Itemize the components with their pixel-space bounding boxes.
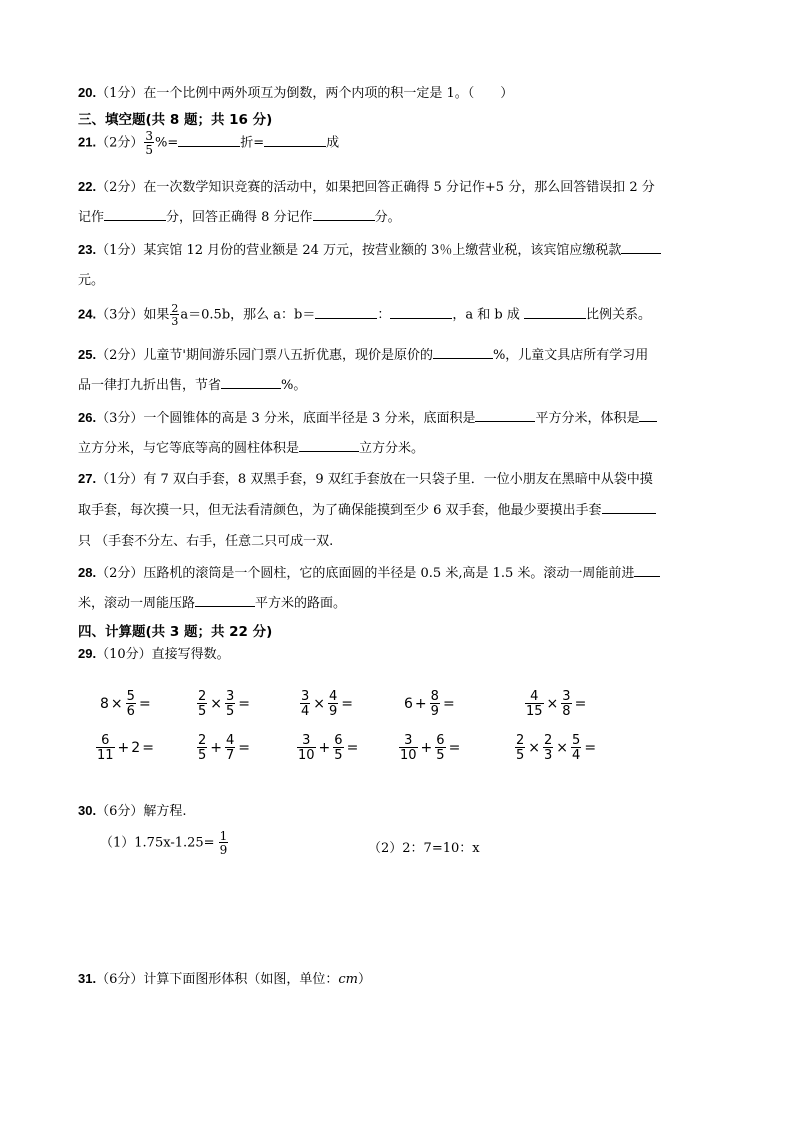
score: （1分） xyxy=(96,86,144,101)
calc-item-4: 6 + $\frac{8}{9}$ = xyxy=(404,689,455,719)
fraction: $\frac{2}{3}$ xyxy=(171,302,179,328)
calc-item-6: $\frac{6}{11}$ + 2 = xyxy=(97,733,154,763)
calc-item-8: $\frac{3}{10}$ + $\frac{6}{5}$ = xyxy=(298,733,359,763)
question-26: 26.（3分）一个圆锥体的高是 3 分米，底面半径是 3 分米，底面积是 平方分米，体积是 xyxy=(78,407,657,426)
answer-blank[interactable] xyxy=(433,346,493,359)
answer-blank[interactable] xyxy=(104,208,166,221)
calc-item-10: $\frac{2}{5}$ × $\frac{2}{3}$ × $\frac{5}{4}$ = xyxy=(516,733,597,763)
question-24: 24.（3分）如果 $\frac{2}{3}$ a＝0.5b，那么 a：b＝ ： ，a 和 b 成 比例关系。 xyxy=(78,302,651,328)
fraction: $\frac{3}{5}$ xyxy=(145,129,154,157)
answer-blank[interactable] xyxy=(639,409,657,422)
score: （2分） xyxy=(96,135,144,151)
answer-blank[interactable] xyxy=(313,208,375,221)
question-28-line-2: 米，滚动一周能压路 平方米的路面。 xyxy=(78,596,347,611)
answer-blank[interactable] xyxy=(299,439,359,452)
question-23-line-2: 元。 xyxy=(78,273,105,288)
score: （10分） xyxy=(96,647,152,662)
calc-item-2: $\frac{2}{5}$ × $\frac{3}{5}$ = xyxy=(198,689,251,719)
question-27-line-2: 取手套，每次摸一只，但无法看清颜色，为了确保能摸到至少 6 双手套，他最少要摸出手套 xyxy=(78,499,656,518)
answer-blank[interactable] xyxy=(475,409,535,422)
answer-blank[interactable] xyxy=(602,501,656,514)
score: （1分） xyxy=(96,472,144,487)
calc-item-3: $\frac{3}{4}$ × $\frac{4}{9}$ = xyxy=(301,689,354,719)
answer-blank[interactable] xyxy=(634,564,660,577)
score: （3分） xyxy=(96,307,144,323)
question-text: 在一个比例中两外项互为倒数，两个内项的积一定是 1。（ ） xyxy=(143,86,514,101)
calc-item-9: $\frac{3}{10}$ + $\frac{6}{5}$ = xyxy=(400,733,461,763)
score: （2分） xyxy=(96,566,144,581)
question-26-line-2: 立方分米，与它等底等高的圆柱体积是 立方分米。 xyxy=(78,441,425,456)
equation-1: （1）1.75x-1.25= $\frac{1}{9}$ xyxy=(100,829,228,857)
answer-blank[interactable] xyxy=(195,594,255,607)
question-number: 20 xyxy=(78,85,93,100)
score: （3分） xyxy=(96,411,144,426)
answer-blank[interactable] xyxy=(315,306,377,319)
question-28: 28.（2分）压路机的滚筒是一个圆柱，它的底面圆的半径是 0.5 米,高是 1.5 米。滚动一周能前进 xyxy=(78,562,660,581)
question-21: 21.（2分） $\frac{3}{5}$ %= 折= 成 xyxy=(78,129,340,157)
question-23: 23.（1分）某宾馆 12 月份的营业额是 24 万元，按营业额的 3％上缴营业税，该宾馆应缴税款 xyxy=(78,239,661,258)
question-27: 27.（1分）有 7 双白手套，8 双黑手套，9 双红手套放在一只袋子里．一位小朋友在黑暗中从袋中摸 xyxy=(78,471,653,487)
score: （1分） xyxy=(96,243,144,258)
score: （6分） xyxy=(96,972,144,987)
question-20: 20.（1分）在一个比例中两外项互为倒数，两个内项的积一定是 1。（ ） xyxy=(78,85,514,101)
question-31: 31.（6分）计算下面图形体积（如图，单位：cm） xyxy=(78,971,372,987)
answer-blank[interactable] xyxy=(178,134,240,147)
question-27-line-3: 只 （手套不分左、右手，任意二只可成一双. xyxy=(78,534,334,549)
question-22-line-2: 记作 分，回答正确得 8 分记作 分。 xyxy=(78,210,401,225)
question-25-line-2: 品一律打九折出售，节省 %。 xyxy=(78,378,307,393)
question-25: 25.（2分）儿童节'期间游乐园门票八五折优惠，现价是原价的 %，儿童文具店所有学习用 xyxy=(78,347,649,363)
section-heading-fill-blank: 三、填空题(共 8 题；共 16 分) xyxy=(78,112,273,128)
answer-blank[interactable] xyxy=(264,134,326,147)
calc-item-7: $\frac{2}{5}$ + $\frac{4}{7}$ = xyxy=(198,733,251,763)
calc-item-5: $\frac{4}{15}$ × $\frac{3}{8}$ = xyxy=(526,689,587,719)
section-heading-calculation: 四、计算题(共 3 题；共 22 分) xyxy=(78,624,273,640)
score: （2分） xyxy=(96,348,144,363)
equation-2: （2）2：7=10：x xyxy=(368,841,480,856)
answer-blank[interactable] xyxy=(390,306,452,319)
score: （6分） xyxy=(96,804,144,819)
answer-blank[interactable] xyxy=(621,241,661,254)
answer-blank[interactable] xyxy=(524,306,586,319)
calc-item-1: 8 × $\frac{5}{6}$ = xyxy=(100,689,151,719)
question-30: 30.（6分）解方程. xyxy=(78,803,187,819)
question-29: 29.（10分）直接写得数。 xyxy=(78,646,230,662)
score: （2分） xyxy=(96,180,144,195)
answer-blank[interactable] xyxy=(221,376,281,389)
question-22: 22.（2分）在一次数学知识竞赛的活动中，如果把回答正确得 5 分记作+5 分，那么回答错误扣 2 分 xyxy=(78,179,655,195)
